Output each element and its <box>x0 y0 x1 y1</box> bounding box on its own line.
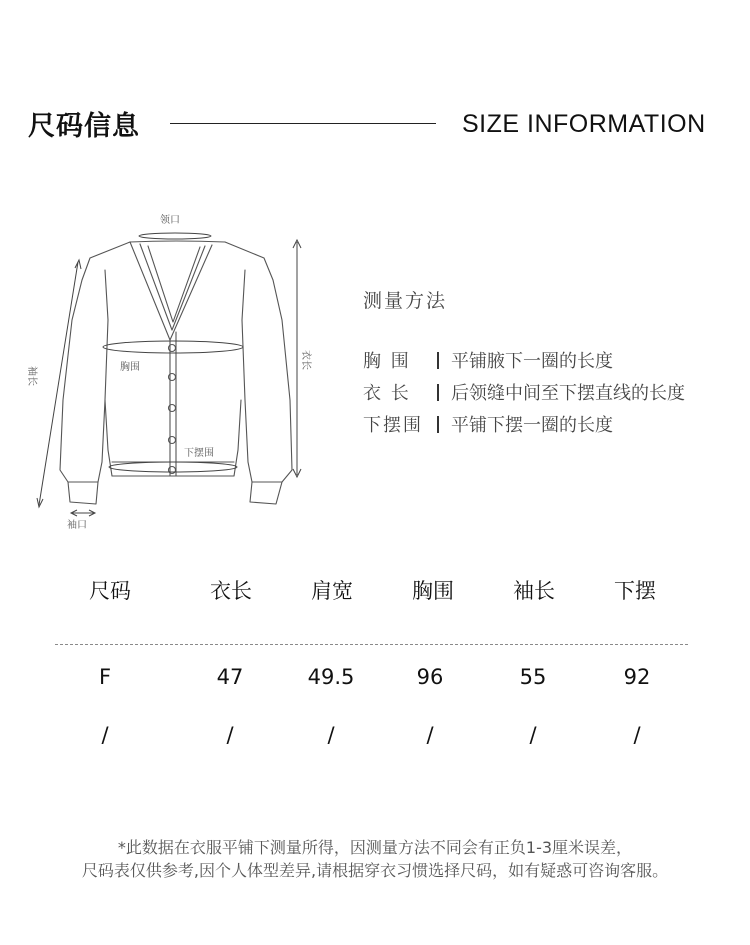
disclaimer-line-1: *此数据在衣服平铺下测量所得，因测量方法不同会有正负1-3厘米误差， <box>117 838 633 857</box>
size-table <box>55 575 688 621</box>
method-separator <box>437 352 439 369</box>
header-chest: 胸围 <box>412 579 454 603</box>
cell-shoulder: / <box>327 723 335 747</box>
header-sleeve: 袖长 <box>513 579 555 603</box>
method-row-chest <box>363 349 613 375</box>
header-hem: 下摆 <box>614 579 656 603</box>
method-separator <box>437 416 439 433</box>
table-header-row <box>55 575 688 621</box>
table-row <box>55 665 688 723</box>
cuff-label: 袖口 <box>67 520 87 531</box>
method-desc: 平铺腋下一圈的长度 <box>451 351 613 372</box>
disclaimer-line-2: 尺码表仅供参考,因个人体型差异,请根据穿衣习惯选择尺码，如有疑惑可咨询客服。 <box>81 861 669 880</box>
method-row-hem <box>363 413 613 439</box>
method-desc: 平铺下摆一圈的长度 <box>451 415 613 436</box>
size-table-body <box>55 665 688 769</box>
collar-label: 领口 <box>160 215 180 226</box>
header-shoulder: 肩宽 <box>311 579 353 603</box>
page-title: 尺码信息 <box>28 111 140 142</box>
cell-length: 47 <box>216 665 244 689</box>
sleeve-label: 袖长 <box>26 366 37 386</box>
method-separator <box>437 384 439 401</box>
cell-shoulder: 49.5 <box>307 665 355 689</box>
table-row <box>55 723 688 769</box>
cardigan-diagram <box>20 200 330 540</box>
cell-length: / <box>226 723 234 747</box>
cell-sleeve: 55 <box>519 665 547 689</box>
method-row-length <box>363 381 685 407</box>
cell-hem: / <box>633 723 641 747</box>
cell-size: F <box>98 665 112 689</box>
method-label: 衣 长 <box>363 383 411 404</box>
length-label: 衣长 <box>300 350 311 370</box>
cell-sleeve: / <box>529 723 537 747</box>
method-title: 测量方法 <box>363 290 448 312</box>
cell-chest: 96 <box>416 665 444 689</box>
method-label: 胸 围 <box>363 351 411 372</box>
table-divider <box>55 644 688 645</box>
title-divider <box>170 123 436 124</box>
page-title-english: SIZE INFORMATION <box>462 110 706 138</box>
method-label: 下摆围 <box>363 415 423 436</box>
hem-label: 下摆围 <box>184 448 214 459</box>
cell-size: / <box>101 723 109 747</box>
cell-chest: / <box>426 723 434 747</box>
cell-hem: 92 <box>623 665 651 689</box>
header-size: 尺码 <box>89 579 131 603</box>
header-length: 衣长 <box>210 579 252 603</box>
method-desc: 后领缝中间至下摆直线的长度 <box>451 383 685 404</box>
chest-label: 胸围 <box>120 362 140 373</box>
